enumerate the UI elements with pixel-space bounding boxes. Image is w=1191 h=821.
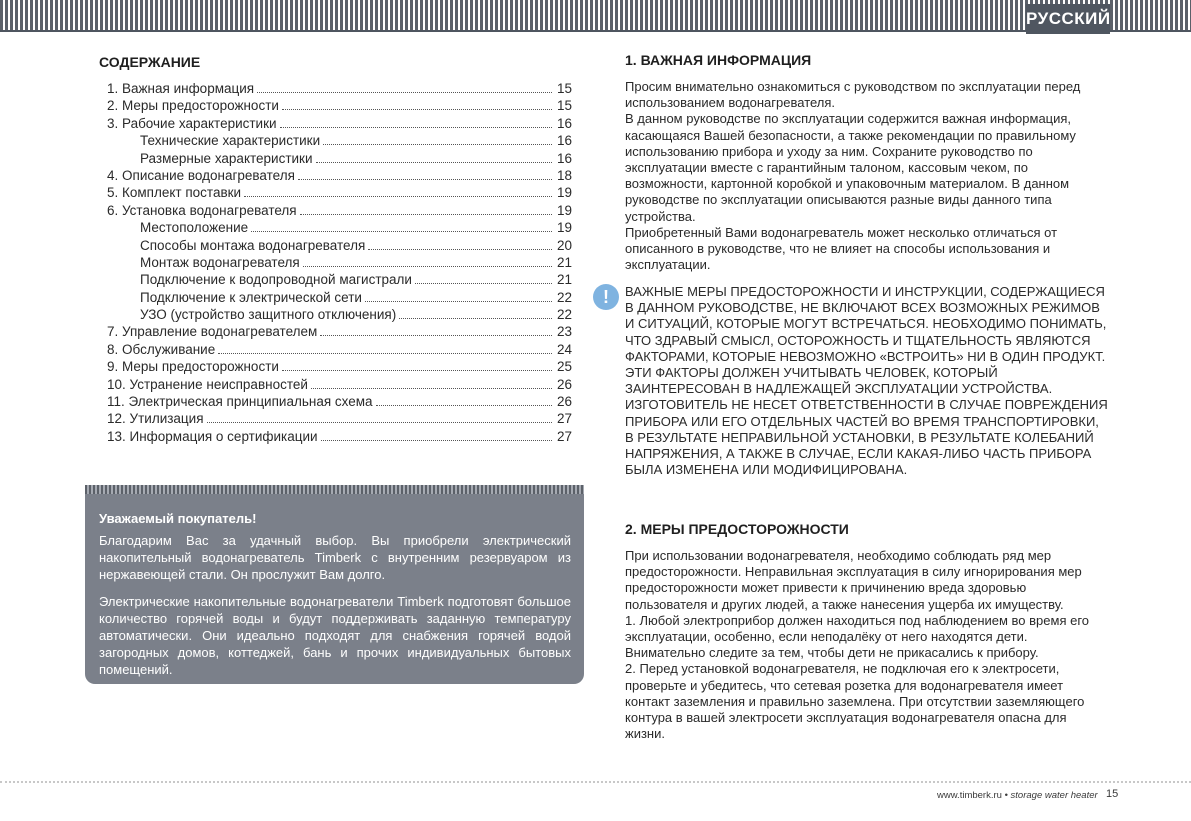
toc-leader-dots: [311, 388, 552, 389]
toc-page-number: 22: [556, 307, 572, 323]
toc-row: [107, 237, 572, 254]
section-1-title: 1. ВАЖНАЯ ИНФОРМАЦИЯ: [625, 52, 812, 68]
toc-leader-dots: [282, 109, 552, 110]
toc-page-number: 20: [556, 237, 572, 253]
panel-title: Уважаемый покупатель!: [99, 511, 257, 526]
footer-site: www.timberk.ru: [937, 790, 1002, 801]
toc-leader-dots: [298, 179, 552, 180]
toc-row: [107, 358, 572, 375]
toc-page-number: 21: [556, 272, 572, 288]
toc-entry-text: Способы монтажа водонагревателя: [140, 237, 366, 253]
section-2-body: [625, 548, 1110, 742]
toc-entry-text: Подключение к электрической сети: [140, 289, 362, 305]
toc-leader-dots: [303, 266, 552, 267]
toc-row: [107, 80, 572, 97]
toc-row: [107, 410, 572, 427]
toc-leader-dots: [321, 440, 552, 441]
toc-leader-dots: [218, 353, 552, 354]
table-of-contents: [107, 80, 572, 445]
toc-entry-text: Монтаж водонагревателя: [140, 254, 300, 270]
toc-row: [107, 254, 572, 271]
toc-leader-dots: [399, 318, 552, 319]
toc-entry-text: Местоположение: [140, 220, 249, 236]
toc-leader-dots: [244, 196, 552, 197]
section-1-body: [625, 79, 1110, 273]
toc-page-number: 16: [556, 115, 572, 131]
top-stripe-bar: [0, 0, 1191, 30]
toc-entry-text: 12. Утилизация: [107, 411, 204, 427]
toc-entry-text: 10. Устранение неисправностей: [107, 376, 308, 392]
toc-row: [107, 306, 572, 323]
toc-page-number: 26: [556, 376, 572, 392]
info-icon: !: [593, 284, 619, 310]
footer-separator: •: [1001, 790, 1011, 801]
panel-paragraph: Электрические накопительные водонагреватели Timberk подготовят большое количество горячей воды и будут поддерживать заданную температуру автоматически. Они идеально подходят для снабжения горячей водой загородных домов, коттеджей, бань и прочих индивидуальных бытовых помещений.: [99, 594, 571, 677]
paragraph: Приобретенный Вами водонагреватель может несколько отличаться от описанного в руководстве, что не влияет на способы использования и эксплуатации.: [625, 224, 1058, 273]
toc-entry-text: 5. Комплект поставки: [107, 185, 242, 201]
footer-product: storage water heater: [1010, 790, 1098, 801]
toc-row: [107, 219, 572, 236]
toc-page-number: 15: [556, 81, 572, 96]
toc-title: СОДЕРЖАНИЕ: [99, 54, 201, 70]
toc-page-number: 26: [556, 394, 572, 410]
toc-row: [107, 150, 572, 167]
warning-text: ВАЖНЫЕ МЕРЫ ПРЕДОСТОРОЖНОСТИ И ИНСТРУКЦИИ, СОДЕРЖАЩИЕСЯ В ДАННОМ РУКОВОДСТВЕ, НЕ ВКЛЮЧАЮТ ВСЕХ ВОЗМОЖНЫХ РЕЖИМОВ И СИТУАЦИЙ, КОТОРЫЕ МОГУТ ВСТРЕЧАТЬСЯ. НЕОБХОДИМО ПОНИМАТЬ, ЧТО ЗДРАВЫЙ СМЫСЛ, ОСТОРОЖНОСТЬ И ТЩАТЕЛЬНОСТЬ ЯВЛЯЮТСЯ ФАКТОРАМИ, КОТОРЫЕ НЕВОЗМОЖНО «ВСТРОИТЬ» НИ В ОДИН ПРОДУКТ. ЭТИ ФАКТОРЫ ДОЛЖЕН УЧИТЫВАТЬ ЧЕЛОВЕК, КОТОРЫЙ ЗАИНТЕРЕСОВАН В НАДЛЕЖАЩЕЙ ЭКСПЛУАТАЦИИ УСТРОЙСТВА. ИЗГОТОВИТЕЛЬ НЕ НЕСЕТ ОТВЕТСТВЕННОСТИ В СЛУЧАЕ ПОВРЕЖДЕНИЯ ПРИБОРА ИЛИ ЕГО ОТДЕЛЬНЫХ ЧАСТЕЙ ВО ВРЕМЯ ТРАНСПОРТИРОВКИ, В РЕЗУЛЬТАТЕ НЕПРАВИЛЬНОЙ УСТАНОВКИ, В РЕЗУЛЬТАТЕ КОЛЕБАНИЙ НАПРЯЖЕНИЯ, А ТАКЖЕ В СЛУЧАЕ, ЕСЛИ КАКАЯ-ЛИБО ЧАСТЬ ПРИБОРА БЫЛА ИЗМЕНЕНА ИЛИ МОДИФИЦИРОВАНА.: [625, 284, 1108, 478]
toc-page-number: 27: [556, 428, 572, 444]
panel-stripe: [85, 485, 584, 494]
toc-row: [107, 341, 572, 358]
page-number: 15: [1106, 788, 1119, 800]
toc-page-number: 19: [556, 220, 572, 236]
toc-row: [107, 271, 572, 288]
paragraph: При использовании водонагревателя, необходимо соблюдать ряд мер предосторожности. Неправильная эксплуатация в силу игнорирования мер предосторожности может привести к причинению вреда здоровью пользователя и других людей, а также нанесения ущерба их имуществу.: [625, 548, 1082, 612]
toc-row: [107, 289, 572, 306]
toc-leader-dots: [320, 335, 552, 336]
toc-row: [107, 115, 572, 132]
toc-leader-dots: [282, 370, 552, 371]
toc-entry-text: 13. Информация о сертификации: [107, 428, 318, 444]
toc-leader-dots: [368, 249, 552, 250]
toc-page-number: 15: [556, 98, 572, 114]
toc-leader-dots: [207, 422, 552, 423]
toc-page-number: 27: [556, 411, 572, 427]
toc-page-number: 18: [556, 167, 572, 183]
toc-page-number: 21: [556, 254, 572, 270]
toc-entry-text: Размерные характеристики: [140, 150, 313, 166]
toc-entry-text: Технические характеристики: [140, 133, 321, 149]
toc-entry-text: 6. Установка водонагревателя: [107, 202, 297, 218]
toc-entry-text: 9. Меры предосторожности: [107, 359, 279, 375]
toc-leader-dots: [323, 144, 552, 145]
toc-page-number: 16: [556, 133, 572, 149]
toc-leader-dots: [257, 92, 552, 93]
toc-entry-text: Подключение к водопроводной магистрали: [140, 272, 412, 288]
footer-text: [937, 790, 1098, 801]
toc-row: [107, 97, 572, 114]
toc-row: [107, 323, 572, 340]
toc-leader-dots: [280, 127, 552, 128]
paragraph: Просим внимательно ознакомиться с руководством по эксплуатации перед использованием водонагревателя.: [625, 79, 1081, 111]
toc-entry-text: 11. Электрическая принципиальная схема: [107, 394, 373, 410]
toc-leader-dots: [415, 283, 552, 284]
toc-row: [107, 428, 572, 445]
paragraph: 1. Любой электроприбор должен находиться под наблюдением во время его эксплуатации, особенно, если неподалёку от него находятся дети. Внимательно следите за тем, чтобы дети не прикасались к прибору.: [625, 612, 1090, 661]
toc-entry-text: УЗО (устройство защитного отключения): [140, 307, 397, 323]
toc-entry-text: 8. Обслуживание: [107, 341, 216, 357]
toc-leader-dots: [365, 301, 552, 302]
toc-leader-dots: [316, 162, 552, 163]
panel-paragraph: Благодарим Вас за удачный выбор. Вы приобрели электрический накопительный водонагреватель Timberk с внутренним резервуаром из нержавеющей стали. Он прослужит Вам долго.: [99, 533, 571, 582]
toc-row: [107, 376, 572, 393]
toc-page-number: 19: [556, 202, 572, 218]
top-bar-baseline: [0, 30, 1191, 32]
toc-page-number: 24: [556, 341, 572, 357]
toc-entry-text: 4. Описание водонагревателя: [107, 167, 295, 183]
toc-page-number: 19: [556, 185, 572, 201]
toc-entry-text: 2. Меры предосторожности: [107, 98, 279, 114]
customer-note-panel: [85, 485, 584, 684]
toc-row: [107, 202, 572, 219]
toc-row: [107, 393, 572, 410]
toc-entry-text: 1. Важная информация: [107, 81, 255, 96]
toc-entry-text: 7. Управление водонагревателем: [107, 324, 318, 340]
section-2-title: 2. МЕРЫ ПРЕДОСТОРОЖНОСТИ: [625, 521, 849, 537]
toc-row: [107, 184, 572, 201]
toc-row: [107, 132, 572, 149]
toc-leader-dots: [376, 405, 552, 406]
paragraph: В данном руководстве по эксплуатации содержится важная информация, касающаяся Вашей безопасности, а также рекомендации по правильному использованию прибора и уходу за ним. Сохраните руководство по эксплуатации вместе с гарантийным талоном, кассовым чеком, по возможности, картонной коробкой и упаковочным материалом. В данном руководстве по эксплуатации описываются разные виды данного типа устройства.: [625, 111, 1076, 224]
paragraph: 2. Перед установкой водонагревателя, не подключая его к электросети, проверьте и убедитесь, что сетевая розетка для водонагревателя имеет контакт заземления и правильно заземлена. При отсутствии заземляющего контура в вашей электросети эксплуатация водонагревателя опасна для жизни.: [625, 661, 1085, 742]
language-tab: РУССКИЙ: [1026, 4, 1110, 34]
toc-leader-dots: [300, 214, 552, 215]
toc-row: [107, 167, 572, 184]
toc-leader-dots: [251, 231, 552, 232]
toc-page-number: 22: [556, 289, 572, 305]
toc-page-number: 16: [556, 150, 572, 166]
toc-page-number: 23: [556, 324, 572, 340]
toc-entry-text: 3. Рабочие характеристики: [107, 115, 277, 131]
footer-divider: [0, 781, 1191, 783]
toc-page-number: 25: [556, 359, 572, 375]
